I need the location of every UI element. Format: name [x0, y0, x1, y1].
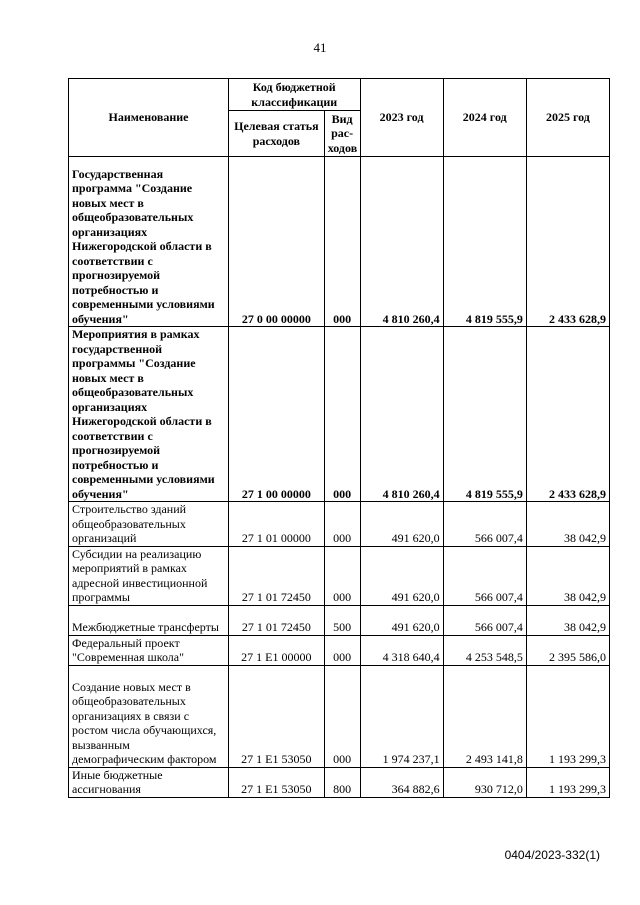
row-target-article: 27 0 00 00000	[228, 157, 324, 327]
row-value-2025: 2 433 628,9	[526, 157, 609, 327]
row-expense-type: 000	[324, 546, 360, 605]
budget-table	[68, 78, 610, 798]
row-name: Федеральный проект "Современная школа"	[69, 635, 229, 665]
table-row	[69, 767, 610, 797]
table-body	[69, 157, 610, 798]
row-target-article: 27 1 00 00000	[228, 327, 324, 502]
table-row	[69, 157, 610, 327]
row-expense-type: 000	[324, 327, 360, 502]
row-name: Иные бюджетные ассигнования	[69, 767, 229, 797]
row-target-article: 27 1 E1 00000	[228, 635, 324, 665]
row-value-2024: 4 253 548,5	[443, 635, 526, 665]
row-name: Субсидии на реализацию мероприятий в рамках адресной инвестиционной программы	[69, 546, 229, 605]
header-year-2024: 2024 год	[443, 79, 526, 157]
table-row	[69, 665, 610, 767]
row-value-2023: 4 318 640,4	[360, 635, 443, 665]
row-value-2025: 2 395 586,0	[526, 635, 609, 665]
row-name: Государственная программа "Создание новых мест в общеобразовательных организациях Нижегородской области в соответствии с прогнозируемой потребностью и современными условиями обучения"	[69, 157, 229, 327]
row-expense-type: 000	[324, 635, 360, 665]
row-value-2024: 566 007,4	[443, 605, 526, 635]
row-value-2023: 4 810 260,4	[360, 157, 443, 327]
row-target-article: 27 1 E1 53050	[228, 767, 324, 797]
row-value-2023: 491 620,0	[360, 546, 443, 605]
row-value-2024: 4 819 555,9	[443, 327, 526, 502]
row-value-2024: 566 007,4	[443, 502, 526, 547]
row-value-2023: 4 810 260,4	[360, 327, 443, 502]
row-name: Межбюджетные трансферты	[69, 605, 229, 635]
row-name: Строительство зданий общеобразовательных организаций	[69, 502, 229, 547]
row-value-2023: 364 882,6	[360, 767, 443, 797]
row-value-2023: 491 620,0	[360, 502, 443, 547]
row-value-2025: 1 193 299,3	[526, 665, 609, 767]
header-budget-code: Код бюджетной классификации	[228, 79, 360, 111]
row-target-article: 27 1 01 72450	[228, 546, 324, 605]
table-row	[69, 605, 610, 635]
header-year-2025: 2025 год	[526, 79, 609, 157]
row-value-2024: 566 007,4	[443, 546, 526, 605]
row-target-article: 27 1 01 00000	[228, 502, 324, 547]
document-code: 0404/2023-332(1)	[504, 848, 600, 862]
row-value-2025: 2 433 628,9	[526, 327, 609, 502]
row-expense-type: 800	[324, 767, 360, 797]
row-value-2025: 38 042,9	[526, 605, 609, 635]
header-name: Наименование	[69, 79, 229, 157]
row-target-article: 27 1 E1 53050	[228, 665, 324, 767]
row-expense-type: 000	[324, 502, 360, 547]
row-value-2025: 38 042,9	[526, 546, 609, 605]
page-number: 41	[313, 40, 327, 55]
row-expense-type: 500	[324, 605, 360, 635]
row-value-2025: 38 042,9	[526, 502, 609, 547]
row-name: Создание новых мест в общеобразовательных организациях в связи с ростом числа обучающихся, вызванным демографическим фактором	[69, 665, 229, 767]
table-row	[69, 546, 610, 605]
row-value-2023: 491 620,0	[360, 605, 443, 635]
header-expense-type: Вид рас-ходов	[324, 111, 360, 157]
row-expense-type: 000	[324, 157, 360, 327]
row-target-article: 27 1 01 72450	[228, 605, 324, 635]
row-expense-type: 000	[324, 665, 360, 767]
header-year-2023: 2023 год	[360, 79, 443, 157]
header-target-article: Целевая статья расходов	[228, 111, 324, 157]
row-value-2024: 930 712,0	[443, 767, 526, 797]
row-value-2025: 1 193 299,3	[526, 767, 609, 797]
table-row	[69, 635, 610, 665]
row-value-2024: 2 493 141,8	[443, 665, 526, 767]
table-row	[69, 327, 610, 502]
row-value-2024: 4 819 555,9	[443, 157, 526, 327]
row-value-2023: 1 974 237,1	[360, 665, 443, 767]
row-name: Мероприятия в рамках государственной программы "Создание новых мест в общеобразовательных организациях Нижегородской области в соответствии с прогнозируемой потребностью и современными условиями обучения"	[69, 327, 229, 502]
table-row	[69, 502, 610, 547]
